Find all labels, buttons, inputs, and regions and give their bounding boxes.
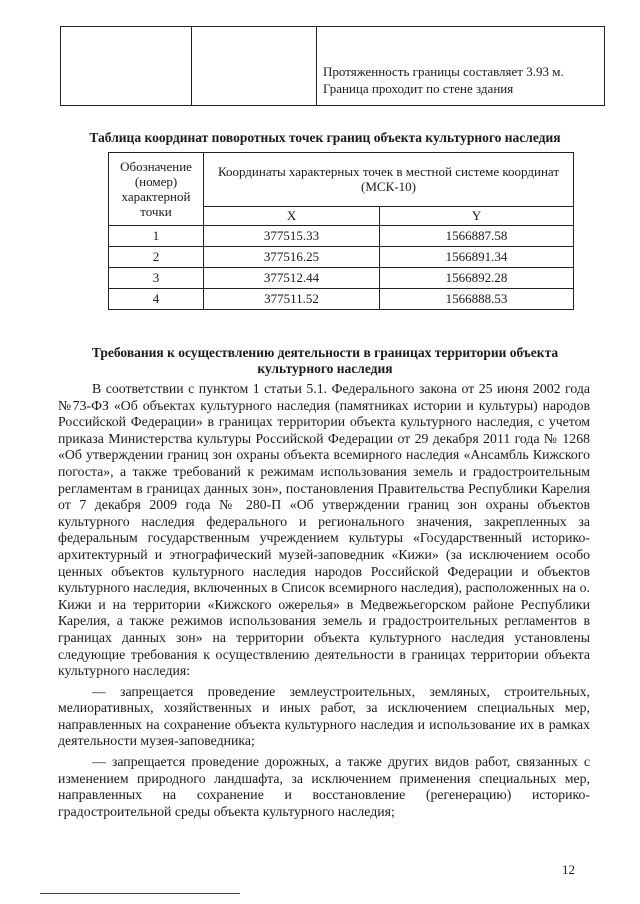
requirement-item: — запрещается проведение дорожных, а также других видов работ, связанных с изменением природного ландшафта, за исключением применения специальных мер, направленных на сохранение и восстановление (регенерацию) историко-градостроительной среды объекта культурного наследия; (58, 754, 590, 819)
point-y: 1566887.58 (380, 226, 574, 247)
boundary-length-text: Протяженность границы составляет 3.93 м. (323, 64, 564, 79)
coordinates-table-title: Таблица координат поворотных точек границ объекта культурного наследия (89, 130, 561, 145)
point-y: 1566892.28 (380, 268, 574, 289)
requirements-title: Требования к осуществлению деятельности в границах территории объекта культурного наследия (91, 345, 559, 376)
column-header-coordinates: Координаты характерных точек в местной системе координат (МСК-10) (204, 153, 574, 207)
point-x: 377516.25 (204, 247, 380, 268)
column-header-x: X (204, 206, 380, 225)
point-y: 1566888.53 (380, 289, 574, 310)
table-row (109, 268, 574, 289)
point-number: 3 (109, 268, 204, 289)
boundary-description-table (60, 26, 605, 106)
table-row (61, 27, 605, 106)
boundary-location-text: Граница проходит по стене здания (323, 81, 514, 96)
point-x: 377515.33 (204, 226, 380, 247)
column-header-point: Обозначение (номер) характерной точки (109, 153, 204, 226)
table-cell (61, 27, 192, 106)
point-number: 1 (109, 226, 204, 247)
boundary-description-cell (317, 27, 605, 106)
requirements-paragraph: В соответствии с пунктом 1 статьи 5.1. Федерального закона от 25 июня 2002 года №73-ФЗ «Об объектах культурного наследия (памятниках истории и культуры) народов Российской Федерации» в границах территории объекта культурного наследия, с учетом приказа Министерства культуры Российской Федерации от 29 декабря 2011 года № 1268 «Об утверждении границ зон охраны объекта всемирного наследия «Ансамбль Кижского погоста», а также требований к режимам использования земель и градостроительным регламентам в границах данных зон», постановления Правительства Республики Карелия от 7 декабря 2009 года № 280-П «Об утверждении границ зон охраны объектов культурного наследия федерального и регионального значения, закрепленных за федеральным государственным учреждением культуры «Государственный историко-архитектурный и этнографический музей-заповедник «Кижи» (за исключением особо ценных объектов культурного наследия народов Российской Федерации и объектов культурного наследия, включенных в Список всемирного наследия), расположенных на о. Кижи и на территории «Кижского ожерелья» в Медвежьегорском районе Республики Карелия, а также режимов использования земель и градостроительных регламентов в границах данных зон» на территории объекта культурного наследия установлены следующие требования к осуществлению деятельности в границах территории объекта культурного наследия: (58, 381, 590, 679)
requirement-item: — запрещается проведение землеустроительных, земляных, строительных, мелиоративных, хозяйственных и иных работ, за исключением специальных мер, направленных на сохранение объекта культурного наследия и использование их в рамках деятельности музея-заповедника; (58, 683, 590, 749)
table-row (109, 289, 574, 310)
page-number: 12 (562, 862, 575, 877)
point-x: 377511.52 (204, 289, 380, 310)
footer-divider (40, 893, 240, 894)
table-row (109, 226, 574, 247)
table-cell (192, 27, 317, 106)
point-number: 4 (109, 289, 204, 310)
point-x: 377512.44 (204, 268, 380, 289)
table-row (109, 247, 574, 268)
point-number: 2 (109, 247, 204, 268)
column-header-y: Y (380, 206, 574, 225)
coordinates-table (108, 152, 574, 310)
requirements-body (58, 381, 590, 824)
table-header-row (109, 153, 574, 207)
point-y: 1566891.34 (380, 247, 574, 268)
